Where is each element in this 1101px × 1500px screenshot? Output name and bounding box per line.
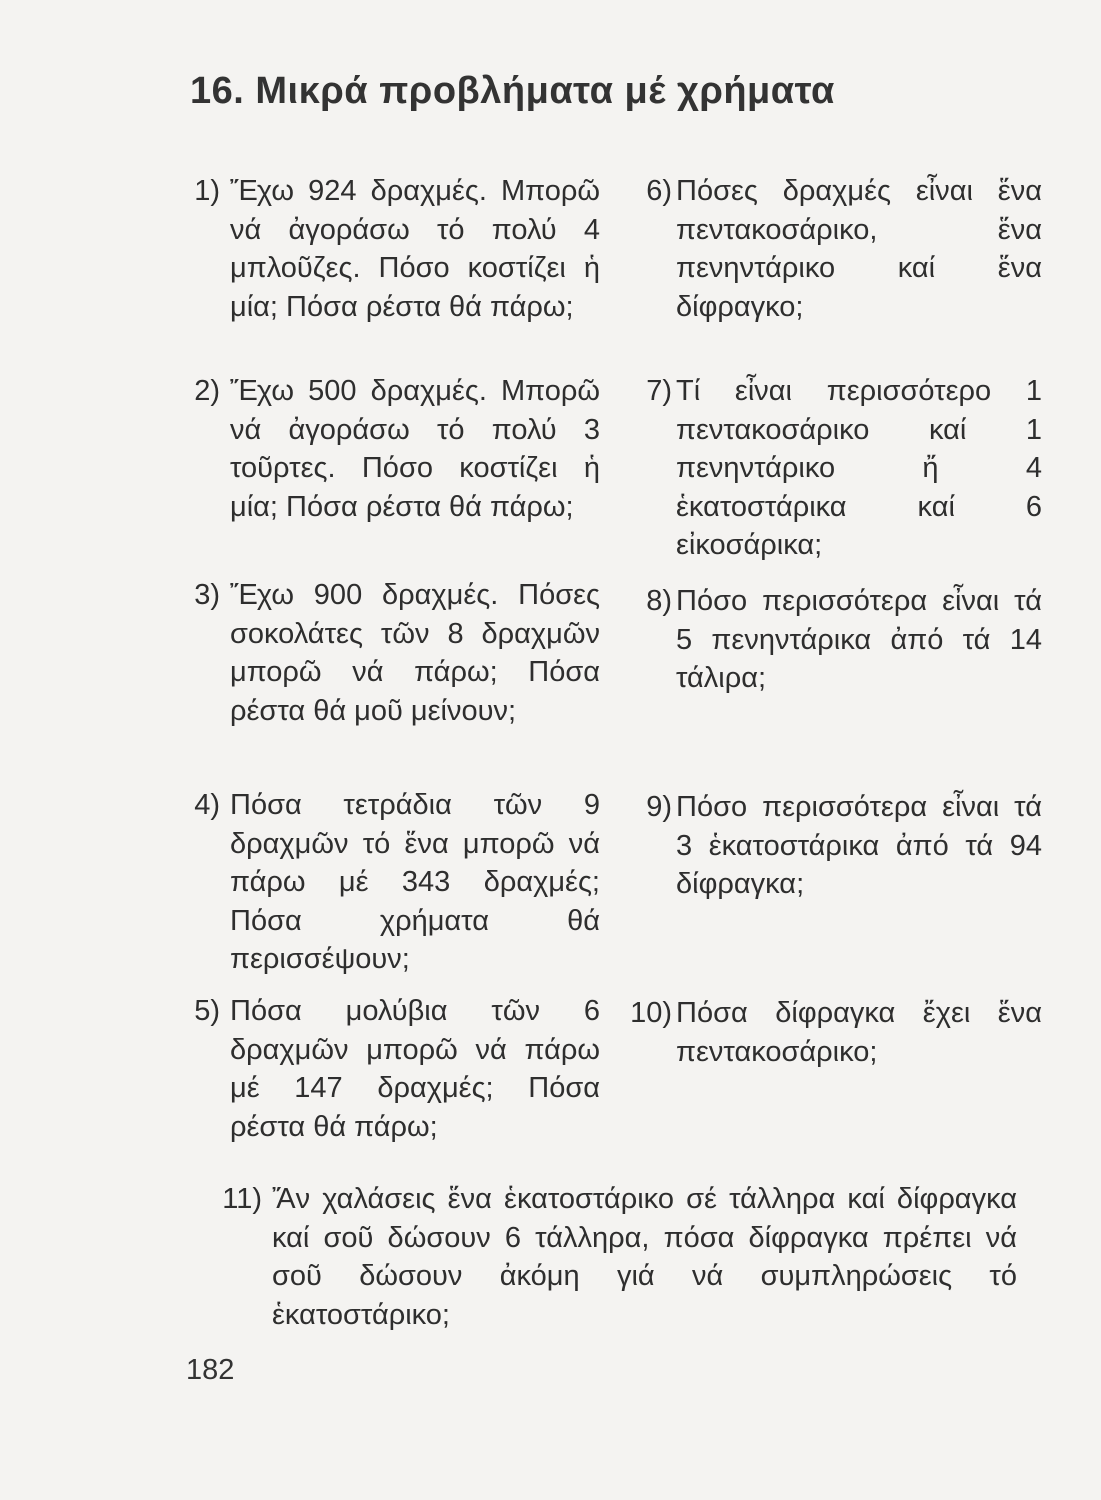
problem-number: 4): [194, 789, 220, 821]
problem-number: 1): [194, 175, 220, 207]
problem-text: Ἄν χαλάσεις ἕνα ἑκατοστάρικο σέ τάλληρα καί δίφραγκα καί σοῦ δώσουν 6 τάλληρα, πόσα δίφραγκα πρέπει νά σοῦ δώσουν ἀκόμη γιά νά συμπληρώσεις τό ἑκατοστάρικο;: [272, 1183, 1017, 1331]
problem-number: 10): [630, 997, 672, 1029]
problem-text: Ἔχω 900 δραχμές. Πόσες σοκολάτες τῶν 8 δραχμῶν μπορῶ νά πάρω; Πόσα ρέστα θά μοῦ μείνουν;: [230, 579, 600, 727]
problem-number: 7): [646, 375, 672, 407]
problem-text: Ἔχω 924 δραχμές. Μπορῶ νά ἀγοράσω τό πολύ 4 μπλοῦζες. Πόσο κοστίζει ἡ μία; Πόσα ρέστα θά πάρω;: [230, 175, 600, 323]
problem-5: [194, 992, 600, 1146]
problem-9: [646, 788, 1042, 904]
problem-10: [630, 994, 1042, 1071]
page-number: 182: [186, 1354, 235, 1386]
problem-number: 9): [646, 791, 672, 823]
problem-number: 3): [194, 579, 220, 611]
problem-11: [222, 1180, 1017, 1334]
problem-text: Πόσα μολύβια τῶν 6 δραχμῶν μπορῶ νά πάρω μέ 147 δραχμές; Πόσα ρέστα θά πάρω;: [230, 995, 600, 1143]
problem-8: [646, 582, 1042, 698]
problem-number: 2): [194, 375, 220, 407]
problem-7: [646, 372, 1042, 565]
problem-2: [194, 372, 600, 526]
problem-number: 6): [646, 175, 672, 207]
problem-text: Πόσες δραχμές εἶναι ἕνα πεντακοσάρικο, ἕνα πενηντάρικο καί ἕνα δίφραγκο;: [676, 175, 1042, 323]
problem-6: [646, 172, 1042, 326]
problem-text: Πόσα δίφραγκα ἔχει ἕνα πεντακοσάρικο;: [676, 997, 1042, 1068]
problem-4: [194, 786, 600, 979]
problem-1: [194, 172, 600, 326]
problem-text: Τί εἶναι περισσότερο 1 πεντακοσάρικο καί 1 πενηντάρικο ἤ 4 ἑκατοστάρικα καί 6 εἰκοσάρικα;: [676, 375, 1042, 561]
problem-text: Πόσο περισσότερα εἶναι τά 5 πενηντάρικα ἀπό τά 14 τάλιρα;: [676, 585, 1042, 694]
problem-text: Πόσο περισσότερα εἶναι τά 3 ἑκατοστάρικα ἀπό τά 94 δίφραγκα;: [676, 791, 1042, 900]
problem-number: 11): [222, 1183, 262, 1215]
problem-3: [194, 576, 600, 730]
problem-text: Πόσα τετράδια τῶν 9 δραχμῶν τό ἕνα μπορῶ νά πάρω μέ 343 δραχμές; Πόσα χρήματα θά περισσέψουν;: [230, 789, 600, 975]
page-title: 16. Μικρά προβλήματα μέ χρήματα: [190, 70, 835, 112]
problem-text: Ἔχω 500 δραχμές. Μπορῶ νά ἀγοράσω τό πολύ 3 τοῦρτες. Πόσο κοστίζει ἡ μία; Πόσα ρέστα θά πάρω;: [230, 375, 600, 523]
problem-number: 8): [646, 585, 672, 617]
problem-number: 5): [194, 995, 220, 1027]
